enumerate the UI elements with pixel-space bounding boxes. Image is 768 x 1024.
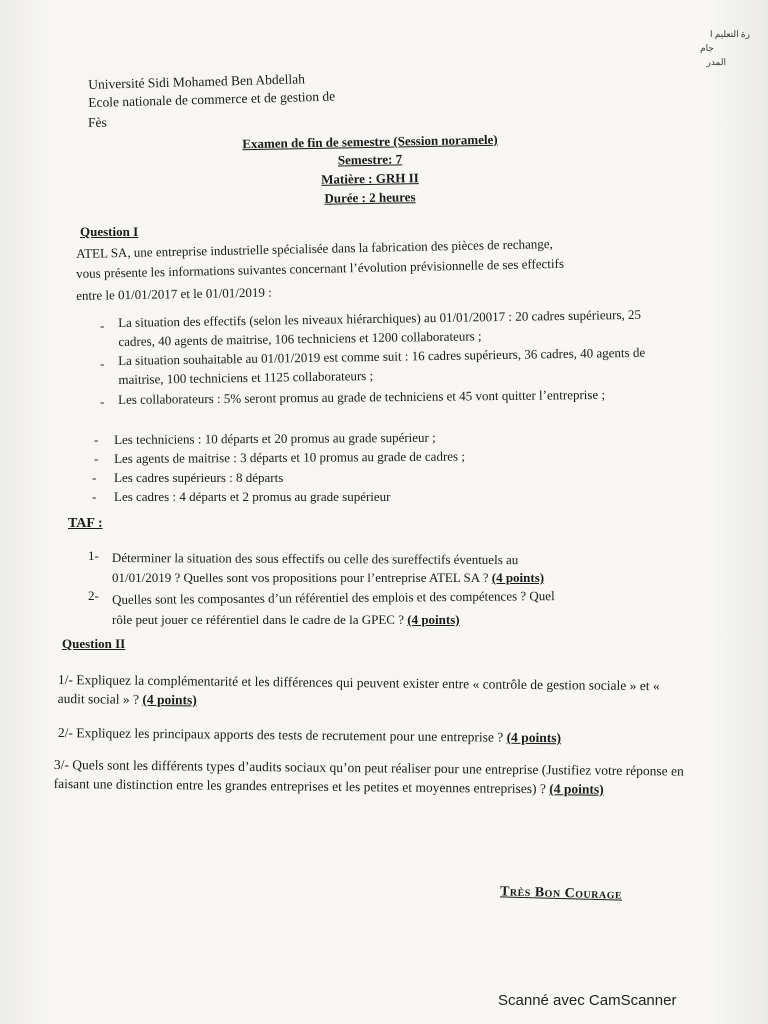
- list-dash: -: [92, 489, 97, 504]
- task-text-line-2: 01/01/2019 ? Quelles sont vos propositions pour l’entreprise ATEL SA ? (4 points): [112, 570, 545, 585]
- list-item: Les cadres supérieurs : 8 départs: [114, 470, 284, 485]
- exam-duration: Durée : 2 heures: [324, 189, 416, 206]
- task-points: (4 points): [407, 612, 460, 627]
- question-2-item-1: 1/- Expliquez la complémentarité et les différences qui peuvent exister entre « contrôle de gestion sociale » et « audit social » ? (4 points): [57, 671, 660, 708]
- list-dash: -: [94, 451, 99, 466]
- list-dash: -: [100, 394, 105, 409]
- task-number: 1-: [88, 548, 99, 563]
- question-points: (4 points): [142, 691, 197, 708]
- list-item: Les techniciens : 10 départs et 20 promus au grade supérieur ;: [114, 429, 436, 447]
- arabic-header-line-2: جام: [700, 43, 714, 53]
- question-points: (4 points): [506, 729, 562, 746]
- camscanner-watermark: Scanné avec CamScanner: [498, 992, 677, 1009]
- school-name-line-2: Fès: [88, 115, 107, 130]
- question-1-intro-line-3: entre le 01/01/2017 et le 01/01/2019 :: [76, 284, 272, 303]
- list-item: Les collaborateurs : 5% seront promus au grade de techniciens et 45 vont quitter l’entreprise ;: [118, 386, 606, 407]
- question-2-title: Question II: [62, 636, 126, 651]
- list-dash: -: [94, 432, 99, 447]
- university-name: Université Sidi Mohamed Ben Abdellah: [88, 71, 306, 92]
- arabic-header-line-1: رة التعليم ا: [709, 29, 750, 39]
- list-item: La situation souhaitable au 01/01/2019 est comme suit : 16 cadres supérieurs, 36 cadres, 40 agents de maitrise, 100 techniciens et 1125 collaborateurs ;: [118, 344, 646, 387]
- list-dash: -: [100, 318, 105, 333]
- question-points: (4 points): [549, 781, 604, 797]
- list-dash: -: [92, 470, 97, 485]
- arabic-header-line-3: المدر: [706, 57, 726, 67]
- list-item: La situation des effectifs (selon les niveaux hiérarchiques) au 01/01/20017 : 20 cadres supérieurs, 25 cadres, 40 agents de maitrise, 106 techniciens et 1200 collaborateurs ;: [118, 306, 642, 349]
- question-1-intro-line-1: ATEL SA, une entreprise industrielle spécialisée dans la fabrication des pièces de rechange,: [76, 236, 553, 261]
- school-name-line-1: Ecole nationale de commerce et de gestion de: [88, 88, 336, 110]
- closing-message: Très Bon Courage: [499, 884, 623, 903]
- task-text-line-1: Déterminer la situation des sous effectifs ou celle des sureffectifs éventuels au: [111, 550, 519, 568]
- question-1-intro-line-2: vous présente les informations suivantes concernant l’évolution prévisionnelle de ses effectifs: [76, 255, 565, 281]
- exam-subject: Matière : GRH II: [321, 170, 419, 187]
- task-number: 2-: [88, 588, 99, 603]
- task-text-line-2: rôle peut jouer ce référentiel dans le cadre de la GPEC ? (4 points): [112, 612, 460, 627]
- question-2-item-2: 2/- Expliquez les principaux apports des tests de recrutement pour une entreprise ? (4 points): [57, 724, 562, 746]
- list-item: Les cadres : 4 départs et 2 promus au grade supérieur: [114, 489, 391, 504]
- exam-semester: Semestre: 7: [337, 151, 403, 168]
- list-item: Les agents de maitrise : 3 départs et 10 promus au grade de cadres ;: [114, 448, 466, 466]
- exam-title: Examen de fin de semestre (Session noramele): [242, 131, 498, 152]
- question-2-item-3: 3/- Quels sont les différents types d’audits sociaux qu’on peut réaliser pour une entreprise (Justifiez votre réponse en faisant une distinction entre les grandes entreprises et les petites et moyennes entreprises) ? (4 points): [53, 756, 684, 797]
- taf-title: TAF :: [68, 516, 103, 531]
- question-1-title: Question I: [80, 224, 139, 239]
- task-points: (4 points): [491, 570, 545, 585]
- list-dash: -: [100, 356, 105, 371]
- task-text-line-1: Quelles sont les composantes d’un référentiel des emplois et des compétences ? Quel: [112, 588, 555, 607]
